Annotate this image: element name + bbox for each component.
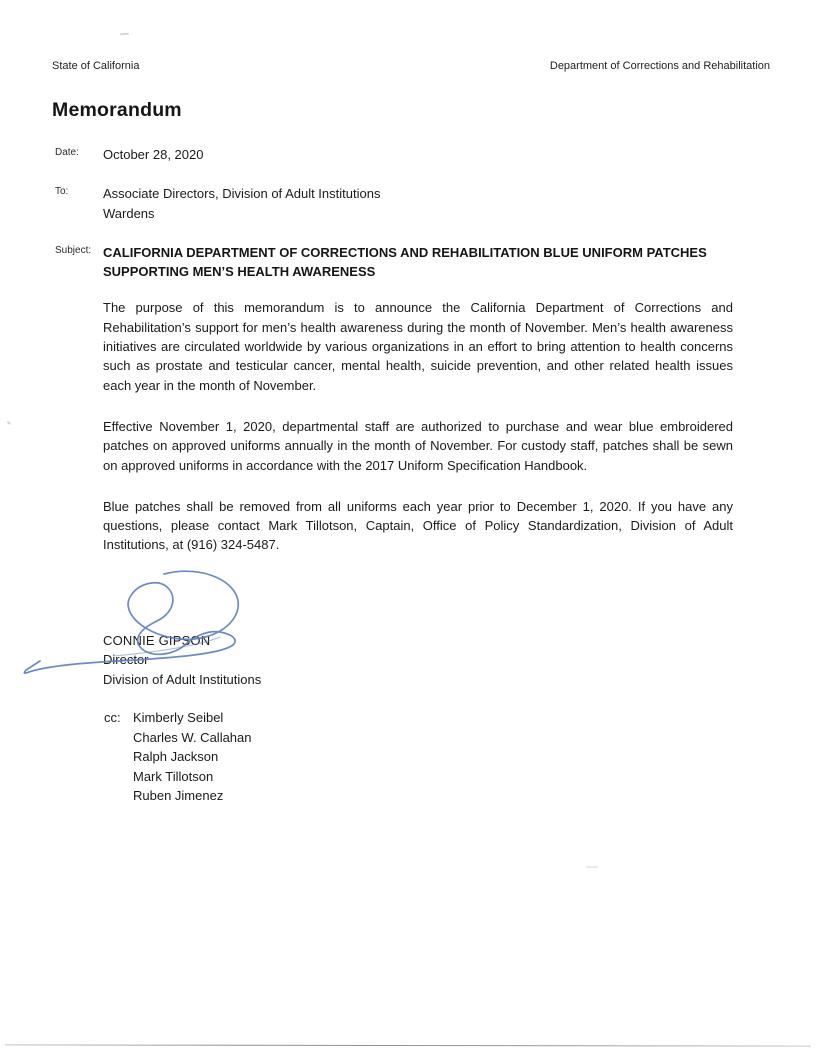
cc-name: Kimberly Seibel xyxy=(133,710,224,726)
letterhead-department: Department of Corrections and Rehabilitation xyxy=(549,60,770,72)
signature-title: Director xyxy=(103,652,149,668)
date-row xyxy=(55,145,816,164)
cc-names xyxy=(133,708,252,806)
cc-name: Mark Tillotson xyxy=(133,768,214,784)
signature-name: CONNIE GIPSON xyxy=(103,632,211,648)
to-row xyxy=(55,184,816,223)
to-label: To: xyxy=(55,186,69,198)
signature-division: Division of Adult Institutions xyxy=(103,671,262,687)
memo-title: Memorandum xyxy=(52,99,182,121)
cc-name: Charles W. Callahan xyxy=(133,729,252,745)
body-paragraph: Effective November 1, 2020, departmental staff are authorized to purchase and wear blue embroidered patches on approved uniforms annually in the month of November. For custody staff, patches shall be sewn on approved uniforms in accordance with the 2017 Uniform Specification Handbook. xyxy=(103,418,733,473)
cc-name: Ralph Jackson xyxy=(133,749,219,765)
body-paragraph: Blue patches shall be removed from all uniforms each year prior to December 1, 2020. If you have any questions, please contact Mark Tillotson, Captain, Office of Policy Standardization, Division of Adult Institutions, at (916) 324-5487. xyxy=(103,498,733,553)
letterhead xyxy=(0,0,816,73)
to-line: Associate Directors, Division of Adult Institutions xyxy=(103,186,381,202)
cc-name: Ruben Jimenez xyxy=(133,788,224,804)
to-line: Wardens xyxy=(103,205,155,221)
subject-value: CALIFORNIA DEPARTMENT OF CORRECTIONS AND REHABILITATION BLUE UNIFORM PATCHES SUPPORTING MEN’S HEALTH AWARENESS xyxy=(103,244,707,280)
signature-block xyxy=(103,631,816,690)
scan-edge-line xyxy=(5,1044,811,1046)
scan-artifact-left xyxy=(7,421,11,425)
subject-row xyxy=(55,243,816,282)
subject-label: Subject: xyxy=(55,244,92,256)
cc-block xyxy=(104,708,816,806)
date-label: Date: xyxy=(55,147,79,158)
memo-body xyxy=(103,298,733,554)
letterhead-state: State of California xyxy=(52,60,140,72)
cc-label: cc: xyxy=(104,710,121,726)
body-paragraph: The purpose of this memorandum is to announce the California Department of Corrections and Rehabilitation’s support for men’s health awareness during the month of November. Men’s health awareness initiatives are circulated worldwide by various organizations in an effort to bring attention to health concerns such as prostate and testicular cancer, mental health, suicide prevention, and other related health issues each year in the month of November. xyxy=(103,300,733,393)
scan-artifact-mid xyxy=(586,866,598,868)
to-value xyxy=(103,184,733,223)
date-value: October 28, 2020 xyxy=(103,147,204,162)
